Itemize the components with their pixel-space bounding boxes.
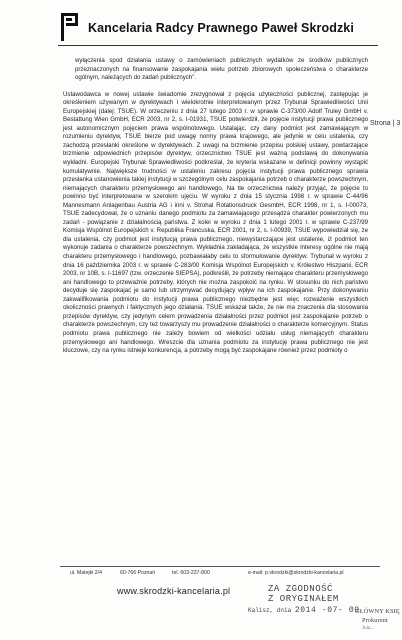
signatory-stamp-line1: GŁÓWNY KSIĘ: [355, 608, 400, 615]
footer-website: www.skrodzki-kancelaria.pl: [117, 586, 231, 596]
footer-postal: 60-766 Poznań: [120, 570, 156, 576]
header-divider: [58, 45, 378, 46]
paragraph-continuation: wyłączenia spod działania ustawy o zamówieniach publicznych wydatków ze środków publicznych przeznaczonych na finansowanie zaspokajania wielu potrzeb zbiorowych społeczeństwa o charakterze ogólnym, należących do zadań publicznych".: [75, 57, 368, 82]
footer-divider: [60, 566, 380, 567]
document-body: [63, 57, 368, 356]
footer-address: ul. Matejki 2/4: [70, 570, 103, 576]
certification-stamp-date: [248, 606, 360, 615]
certification-stamp-line2: Z ORYGINAŁEM: [268, 594, 339, 604]
paragraph-main: Ustawodawca w nowej ustawie świadomie zrezygnował z pojęcia użyteczności publicznej, zastępując je określeniem używanym w dyrektywach i wielokrotnie interpretowanym przez Trybunał Sprawiedliwości Unii Europejskiej (dalej: TSUE). W orzeczeniu z dnia 27 lutego 2003 r. w sprawie C-373/00 Adolf Truley GmbH v. Bestattung Wien GmbH, ECR 2003, nr 2, s. I-01931, TSUE potwierdził, że pojęcie instytucji prawa publicznego jest autonomicznym pojęciem prawa wspólnotowego. Ustalając, czy dany podmiot jest zamawiającym w rozumieniu dyrektyw, TSUE bierze pod uwagę normy prawa krajowego, ale jedynie w celu ustalenia, czy zachodzą przesłanki określone w dyrektywach. Z uwagi na brzmienie przepisu polskiej ustawy, powtarzające brzmienie odpowiednich przepisów dyrektyw, orzecznictwo TSUE jest ważną podstawą do dokonywania wykładni. Europejski Trybunał Sprawiedliwości podkreślał, że kryteria wskazane w definicji powinny wystąpić kumulatywnie. Największe trudności w ustaleniu zakresu pojęcia instytucji prawa publicznego sprawia przesłanka ustanowienia takiej instytucji w szczególnym celu zaspokajania potrzeb o charakterze powszechnym, niemających charakteru przemysłowego ani handlowego. Na tle orzecznictwa należy przyjąć, że pojęcie to powinno być interpretowane w szerokim ujęciu. W wyroku z dnia 15 stycznia 1998 r. w sprawie C-44/96 Mannesmann Anlagenbau Austria AG i inni v. Strohal Rotationsdruck GesmbH, ECR 1998, nr 1, s. I-00073, TSUE zadecydował, że o uznaniu danego podmiotu za zamawiającego przesądza charakter powierzonych mu zadań - powiązanie z działalnością państwa. Z kolei w wyroku z dnia 1 lutego 2001 r. w sprawie C-237/99 Komisja Wspólnot Europejskich v. Republika Francuska, ECR 2001, nr 2, s. I-00939, TSUE wypowiedział się, że dla ustalenia, czy podmiot jest instytucją prawa publicznego, niewystarczające jest ustalenie, iż podmiot ten wykonuje zadania o charakterze powszechnym. Wykładnia zakładająca, że wszystkie interesy ogólne nie mają charakteru przemysłowego i handlowego, pozbawiałaby celu to sformułowanie dyrektyw. Trybunał w wyroku z dnia 16 października 2003 r. w sprawie C-283/00 Komisja Wspólnot Europejskich v. Królestwo Hiszpanii, ECR 2003, nr 10B, s. I-11697 (tzw. orzeczenie SIEPSA), podkreślił, że potrzeby niemające charakteru przemysłowego ani handlowego to przeważnie potrzeby, których nie można zaspokoić na rynku. W stosunku do nich państwo decyduje się zaspokajać je samo lub utrzymywać decydujący wpływ na ich zaspokajanie. Przy dokonywaniu zakwalifikowania podmiotu do instytucji prawa publicznego niezbędne jest więc rozważenie wszystkich okoliczności prawnych i faktycznych jego działania. TSUE wskazał także, że nie ma znaczenia dla stosowania przepisów dyrektyw, czy jedynym celem prowadzenia działalności przez podmiot jest zaspokajanie potrzeb o charakterze powszechnym, czy też towarzyszy mu prowadzenie działalności o charakterze komercyjnym. Status podmiotu prawa publicznego nie zależy bowiem od wielkości udziału usług niemających charakteru przemysłowego ani handlowego. Wreszcie dla uznania podmiotu za instytucję prawa publicznego nie jest kluczowe, czy na rynku istnieje konkurencja, a potrzeby mogą być zaspokajane również przez podmioty o: [63, 90, 368, 355]
stamp-place-label: Kalisz, dnia: [248, 607, 292, 614]
footer-email: e-mail: p.skrodzki@skrodzki-kancelaria.pl: [248, 570, 344, 576]
page-number: Strona | 3: [370, 120, 401, 127]
stamp-date: 2014 -07- 09: [294, 606, 360, 615]
signatory-stamp-line2: Prokurent: [362, 617, 388, 624]
certification-stamp-line1: ZA ZGODNOŚĆ: [268, 584, 333, 594]
letterhead-title: Kancelaria Radcy Prawnego Paweł Skrodzki: [88, 21, 354, 35]
footer-phone: tel. 603-237-800: [172, 570, 210, 576]
signatory-stamp-line3: Jola...: [362, 626, 374, 631]
firm-logo-icon: [60, 12, 82, 42]
